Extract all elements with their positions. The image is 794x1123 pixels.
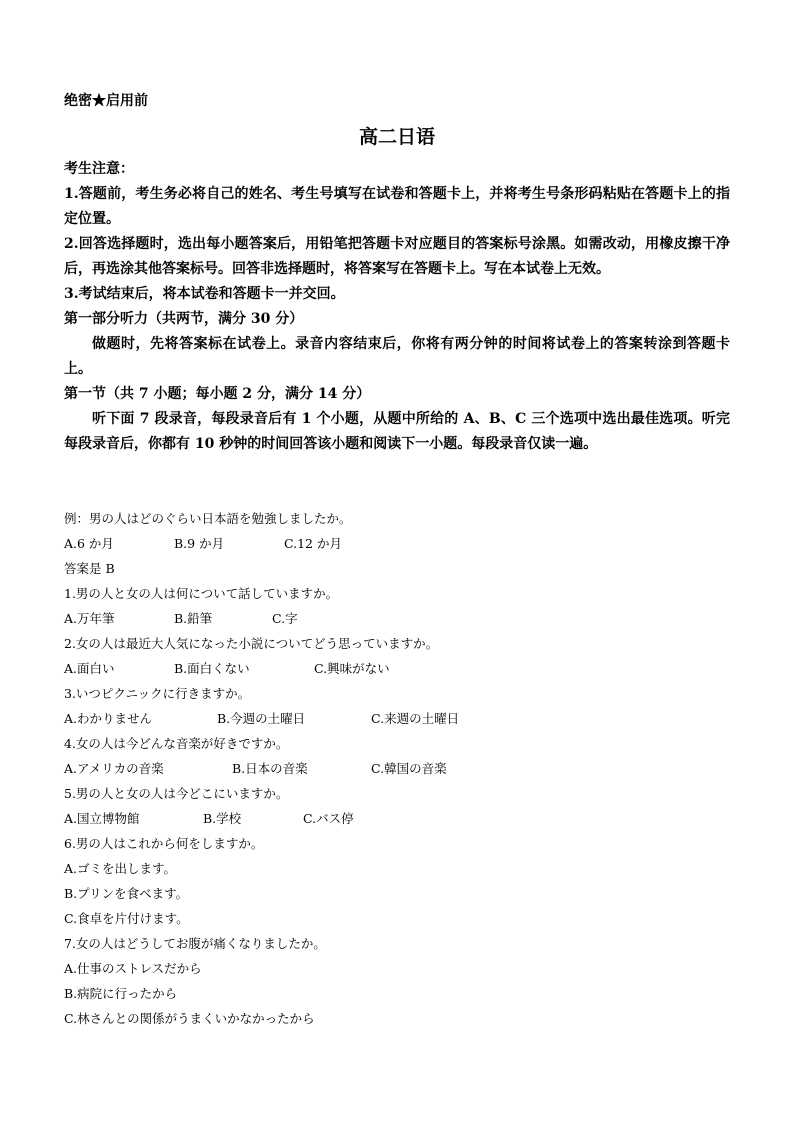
question-5-options bbox=[64, 806, 730, 831]
listening-questions bbox=[64, 506, 730, 1031]
notice-item-2: 2.回答选择题时，选出每小题答案后，用铅笔把答题卡对应题目的答案标号涂黑。如需改动，用橡皮擦干净后，再选涂其他答案标号。回答非选择题时，将答案写在答题卡上。写在本试卷上无效。 bbox=[64, 236, 730, 277]
section1-title: 第一节（共 7 小题；每小题 2 分，满分 14 分） bbox=[64, 386, 371, 402]
q1-option-c: C.字 bbox=[272, 611, 298, 626]
part1-instruction: 做题时，先将答案标在试卷上。录音内容结束后，你将有两分钟的时间将试卷上的答案转涂到答题卡上。 bbox=[64, 336, 730, 377]
q4-option-b: B.日本の音楽 bbox=[232, 761, 308, 776]
question-4-options bbox=[64, 756, 730, 781]
example-question: 例：男の人はどのぐらい日本語を勉強しましたか。 bbox=[64, 511, 352, 526]
question-6: 6.男の人はこれから何をしますか。 bbox=[64, 836, 264, 851]
q7-option-b: B.病院に行ったから bbox=[64, 986, 178, 1001]
section1-instruction: 听下面 7 段录音，每段录音后有 1 个小题，从题中所给的 A、B、C 三个选项中选出最佳选项。听完每段录音后，你都有 10 秒钟的时间回答该小题和阅读下一小题。每段录音仅读一遍。 bbox=[64, 411, 730, 452]
q4-option-c: C.韓国の音楽 bbox=[371, 761, 447, 776]
part1-title: 第一部分听力（共两节，满分 30 分） bbox=[64, 311, 304, 327]
exam-title: 高二日语 bbox=[358, 126, 435, 148]
q6-option-b: B.プリンを食べます。 bbox=[64, 886, 189, 901]
q3-option-a: A.わかりません bbox=[64, 711, 153, 726]
q7-option-c: C.林さんとの関係がうまくいかなかったから bbox=[64, 1011, 315, 1026]
confidential-label: 绝密★启用前 bbox=[64, 93, 148, 109]
q7-option-a: A.仕事のストレスだから bbox=[64, 961, 202, 976]
question-5: 5.男の人と女の人は今どこにいますか。 bbox=[64, 786, 289, 801]
question-1: 1.男の人と女の人は何について話していますか。 bbox=[64, 586, 339, 601]
q5-option-b: B.学校 bbox=[203, 811, 242, 826]
question-1-options bbox=[64, 606, 730, 631]
q5-option-c: C.バス停 bbox=[303, 811, 354, 826]
question-3: 3.いつピクニックに行きますか。 bbox=[64, 686, 251, 701]
notice-heading: 考生注意： bbox=[64, 161, 134, 177]
q3-option-c: C.来週の土曜日 bbox=[371, 711, 460, 726]
question-7: 7.女の人はどうしてお腹が痛くなりましたか。 bbox=[64, 936, 326, 951]
q1-option-a: A.万年筆 bbox=[64, 611, 115, 626]
notice-item-3: 3.考试结束后，将本试卷和答题卡一并交回。 bbox=[64, 286, 345, 302]
question-4: 4.女の人は今どんな音楽が好きですか。 bbox=[64, 736, 289, 751]
example-option-c: C.12 か月 bbox=[284, 536, 342, 551]
notice-item-1: 1.答题前，考生务必将自己的姓名、考生号填写在试卷和答题卡上，并将考生号条形码粘贴在答题卡上的指定位置。 bbox=[64, 186, 730, 227]
q6-option-a: A.ゴミを出します。 bbox=[64, 861, 177, 876]
example-answer: 答案是 B bbox=[64, 561, 115, 576]
q5-option-a: A.国立博物館 bbox=[64, 811, 140, 826]
example-options bbox=[64, 531, 730, 556]
q3-option-b: B.今週の土曜日 bbox=[217, 711, 306, 726]
q1-option-b: B.鉛筆 bbox=[174, 611, 213, 626]
q2-option-c: C.興味がない bbox=[314, 661, 390, 676]
q2-option-a: A.面白い bbox=[64, 661, 115, 676]
q2-option-b: B.面白くない bbox=[174, 661, 250, 676]
question-2: 2.女の人は最近大人気になった小説についてどう思っていますか。 bbox=[64, 636, 439, 651]
q4-option-a: A.アメリカの音楽 bbox=[64, 761, 164, 776]
q6-option-c: C.食卓を片付けます。 bbox=[64, 911, 189, 926]
example-option-a: A.6 か月 bbox=[64, 536, 114, 551]
question-2-options bbox=[64, 656, 730, 681]
question-3-options bbox=[64, 706, 730, 731]
notice-block bbox=[64, 157, 730, 457]
example-option-b: B.9 か月 bbox=[174, 536, 225, 551]
